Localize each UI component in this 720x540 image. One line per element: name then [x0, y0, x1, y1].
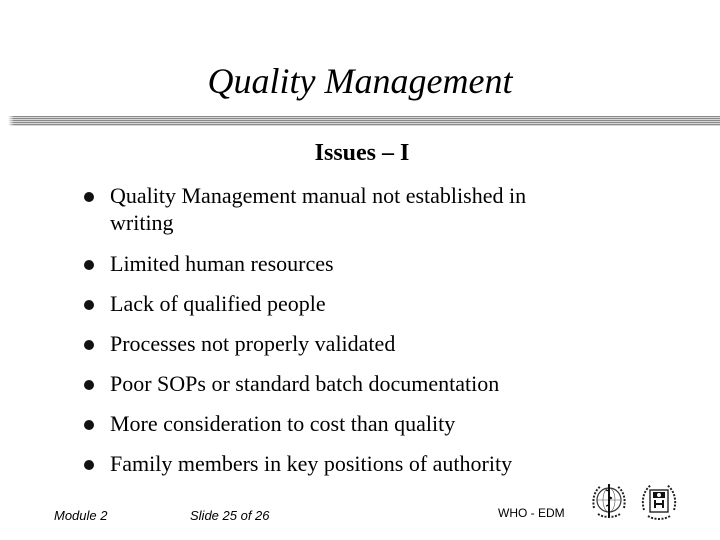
- bullet-text: Family members in key positions of authority: [110, 451, 513, 476]
- bullet-item: [84, 410, 574, 437]
- bullet-dot-icon: [84, 192, 94, 202]
- bullet-dot-icon: [84, 300, 94, 310]
- slide-subtitle: Issues – I: [314, 140, 410, 166]
- bullet-item: [84, 250, 574, 277]
- bullet-text: Limited human resources: [110, 251, 334, 276]
- bullet-dot-icon: [84, 420, 94, 430]
- bullet-text: Processes not properly validated: [110, 331, 396, 356]
- bullet-dot-icon: [84, 380, 94, 390]
- bullet-text: Lack of qualified people: [110, 291, 326, 316]
- title-divider-fade: [8, 116, 14, 126]
- title-divider: [8, 116, 720, 126]
- bullet-list: [84, 182, 574, 477]
- footer-organization: WHO - EDM: [498, 506, 565, 520]
- slide-title: Quality Management: [207, 61, 513, 101]
- bullet-item: [84, 450, 574, 477]
- footer-module: Module 2: [54, 508, 108, 523]
- bullet-dot-icon: [84, 460, 94, 470]
- bullet-text: Poor SOPs or standard batch documentation: [110, 371, 500, 396]
- bullet-text: More consideration to cost than quality: [110, 411, 456, 436]
- bullet-dot-icon: [84, 340, 94, 350]
- who-emblem-icon: [586, 478, 632, 524]
- pharmacy-emblem-icon: [636, 478, 682, 524]
- footer-slide-number: Slide 25 of 26: [190, 508, 270, 523]
- bullet-dot-icon: [84, 260, 94, 270]
- bullet-item: [84, 370, 574, 397]
- bullet-text-line: writing: [110, 210, 174, 235]
- bullet-text-line: Quality Management manual not established in: [110, 183, 527, 208]
- bullet-item: [84, 330, 574, 357]
- bullet-item: [84, 290, 574, 317]
- bullet-item: [84, 182, 574, 236]
